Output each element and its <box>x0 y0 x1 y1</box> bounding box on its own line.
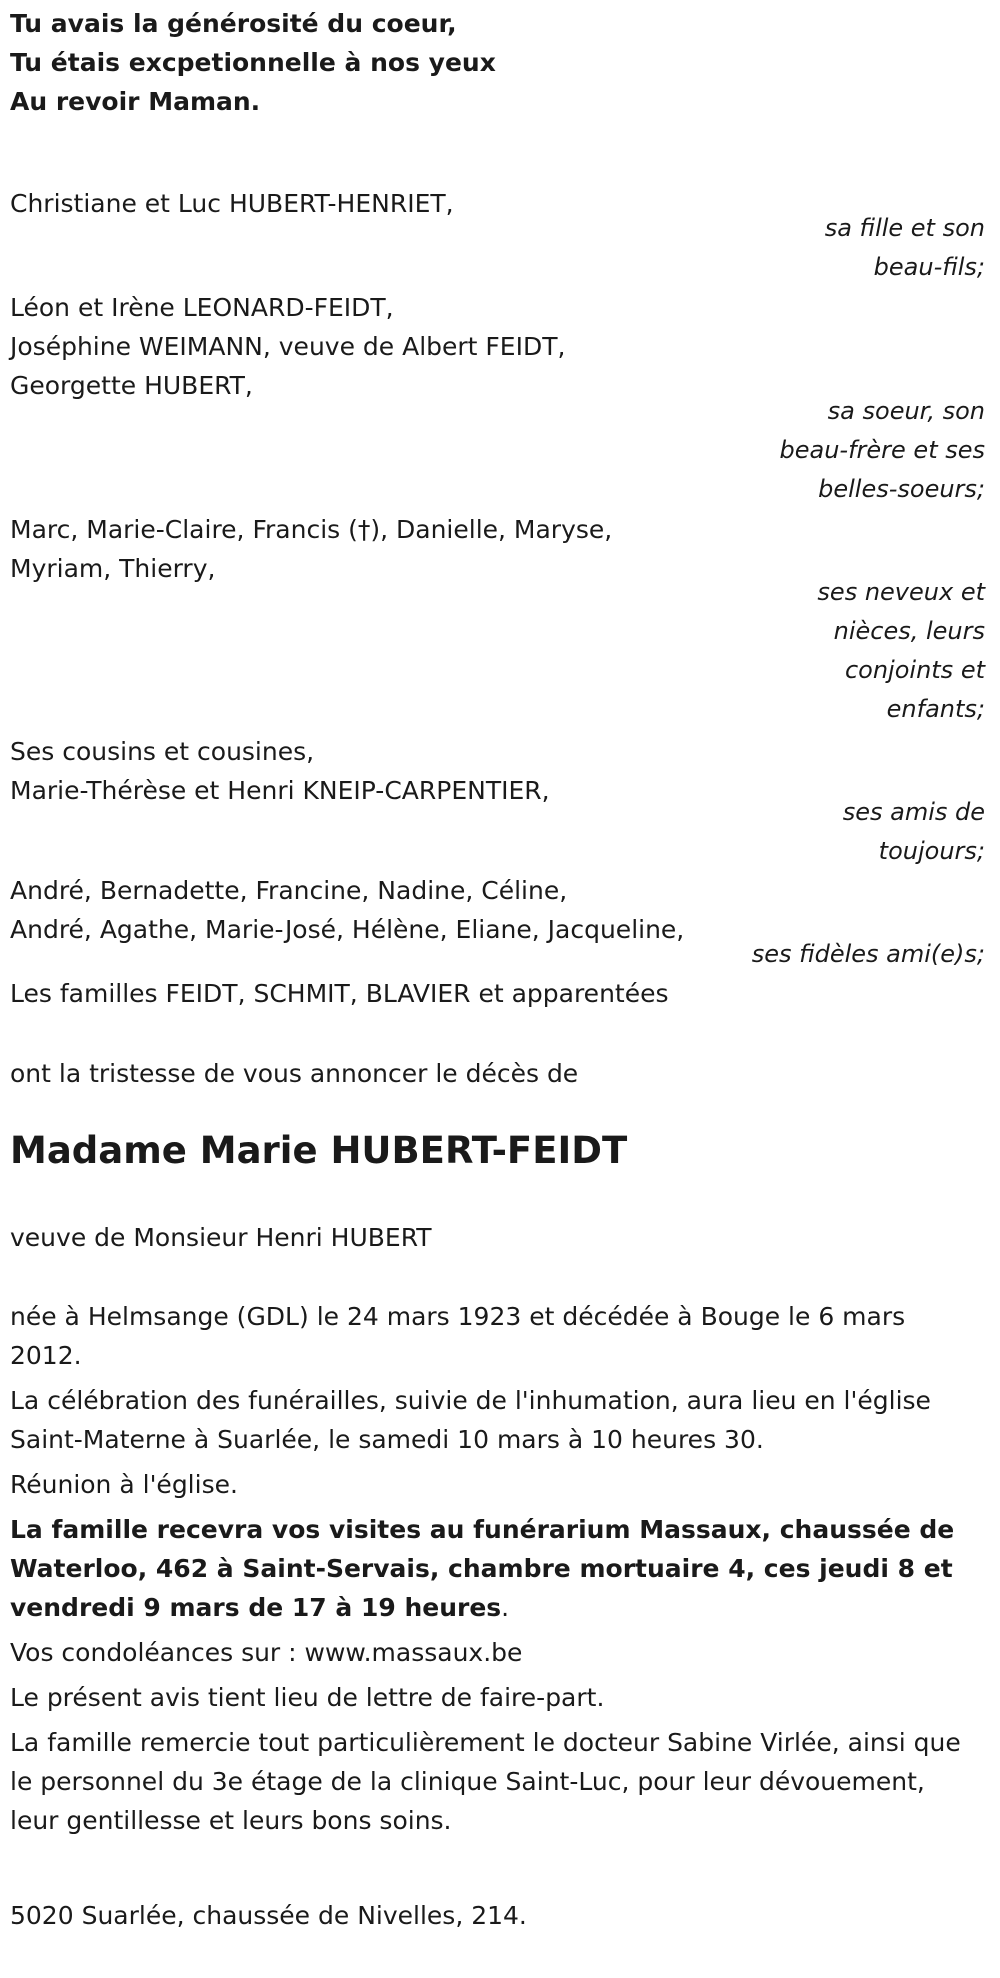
family-name-line: Christiane et Luc HUBERT-HENRIET, <box>10 189 454 218</box>
role-line: ses neveux et <box>817 578 985 606</box>
role-line: belles-soeurs; <box>818 475 985 503</box>
role-line: ses amis de <box>842 798 985 826</box>
family-names <box>10 732 550 810</box>
role-line: sa fille et son <box>824 214 985 242</box>
family-name-line: Marie-Thérèse et Henri KNEIP-CARPENTIER, <box>10 776 550 805</box>
visits-bold: La famille recevra vos visites au funérarium Massaux, chaussée de Waterloo, 462 à Saint-Servais, chambre mortuaire 4, ces jeudi 8 et vendredi 9 mars de 17 à 19 heures <box>10 1515 955 1622</box>
poem <box>10 4 496 121</box>
role-line: conjoints et <box>844 656 985 684</box>
address <box>10 1896 527 1935</box>
family-name-line: André, Bernadette, Francine, Nadine, Céline, <box>10 876 568 905</box>
role-line: enfants; <box>886 695 985 723</box>
widow-of-text: veuve de Monsieur Henri HUBERT <box>10 1223 432 1252</box>
role-line: nièces, leurs <box>833 617 985 645</box>
meeting: Réunion à l'église. <box>10 1470 238 1499</box>
address-text: 5020 Suarlée, chaussée de Nivelles, 214. <box>10 1901 527 1930</box>
family-name-line: Marc, Marie-Claire, Francis (†), Danielle, Maryse, <box>10 515 613 544</box>
thanks: La famille remercie tout particulièrement le docteur Sabine Virlée, ainsi que le personnel du 3e étage de la clinique Saint-Luc, pour leur dévouement, leur gentillesse et leurs bons soins. <box>10 1728 961 1835</box>
visits <box>10 1510 980 1627</box>
ceremony: La célébration des funérailles, suivie de l'inhumation, aura lieu en l'église Saint-Materne à Suarlée, le samedi 10 mars à 10 heures 30. <box>10 1386 931 1454</box>
family-name-line: André, Agathe, Marie-José, Hélène, Eliane, Jacqueline, <box>10 915 685 944</box>
families-line: Les familles FEIDT, SCHMIT, BLAVIER et apparentées <box>10 979 669 1008</box>
family-name-line: Myriam, Thierry, <box>10 554 216 583</box>
role-line: beau-fils; <box>873 253 985 281</box>
role-line: beau-frère et ses <box>779 436 985 464</box>
family-name-line: Joséphine WEIMANN, veuve de Albert FEIDT, <box>10 332 566 361</box>
family-name-line: Ses cousins et cousines, <box>10 737 315 766</box>
family-name-line: Léon et Irène LEONARD-FEIDT, <box>10 293 394 322</box>
poem-line: Tu avais la générosité du coeur, <box>10 9 457 38</box>
role-line: toujours; <box>878 837 985 865</box>
deceased-name-text: Madame Marie HUBERT-FEIDT <box>10 1129 628 1172</box>
condolences: Vos condoléances sur : www.massaux.be <box>10 1638 523 1667</box>
announcement <box>10 1054 578 1093</box>
family-role <box>685 209 985 287</box>
role-line: sa soeur, son <box>827 397 985 425</box>
poem-line: Tu étais excpetionnelle à nos yeux <box>10 48 496 77</box>
family-names <box>10 871 684 949</box>
family-name-line: Georgette HUBERT, <box>10 371 253 400</box>
family-role <box>685 573 985 729</box>
family-names <box>10 288 565 405</box>
widow-of <box>10 1218 432 1257</box>
extended-families <box>10 974 669 1013</box>
family-names <box>10 510 612 588</box>
family-role <box>685 935 985 974</box>
family-role <box>685 392 985 509</box>
birth-death: née à Helmsange (GDL) le 24 mars 1923 et décédée à Bouge le 6 mars 2012. <box>10 1302 906 1370</box>
notice: Le présent avis tient lieu de lettre de faire-part. <box>10 1683 605 1712</box>
announce-line: ont la tristesse de vous annoncer le décès de <box>10 1059 579 1088</box>
details <box>10 1297 980 1840</box>
role-line: ses fidèles ami(e)s; <box>751 940 985 968</box>
family-role <box>685 793 985 871</box>
family-names <box>10 184 454 223</box>
deceased-name <box>10 1126 627 1176</box>
visits-end: . <box>501 1593 510 1622</box>
poem-line: Au revoir Maman. <box>10 87 261 116</box>
